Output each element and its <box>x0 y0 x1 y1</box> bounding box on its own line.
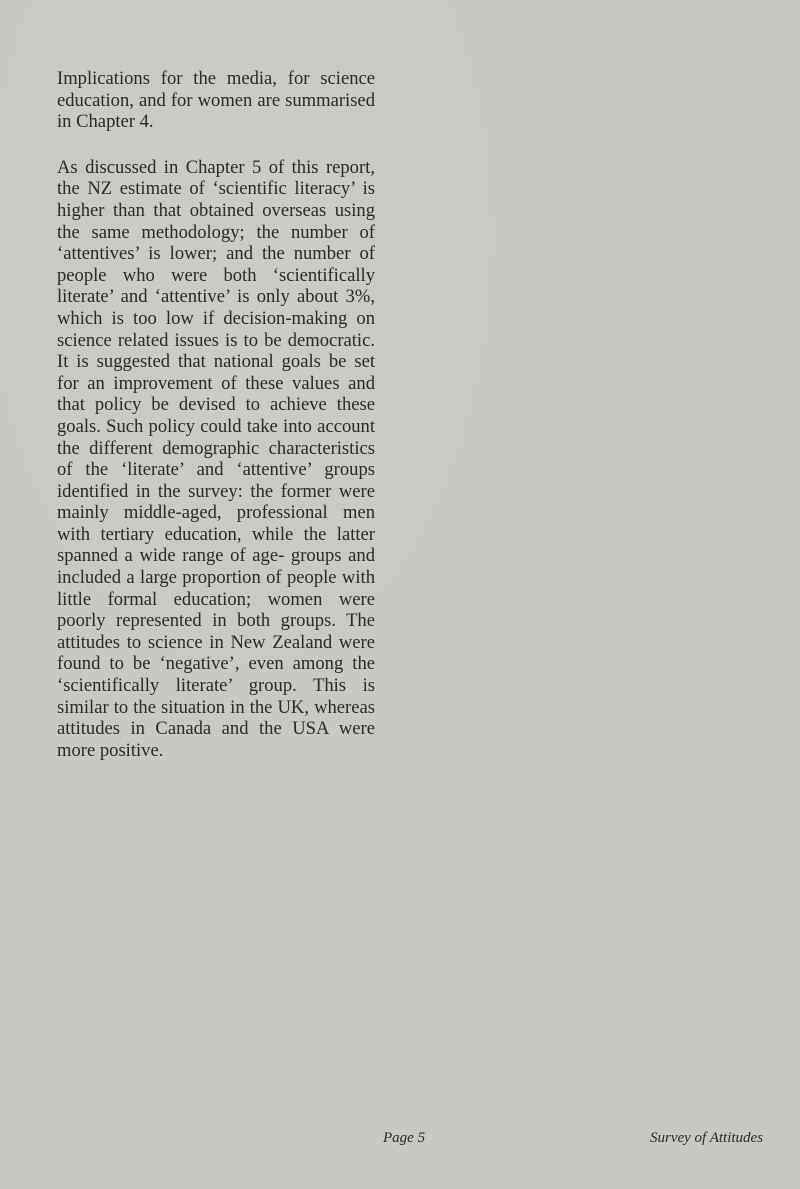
running-footer-title: Survey of Attitudes <box>650 1130 764 1146</box>
text-column <box>57 68 375 761</box>
paragraph-discussion: As discussed in Chapter 5 of this report, the NZ estimate of ‘scientific literacy’ is higher than that obtained overseas using the same methodology; the number of ‘attentives’ is lower; and the number of people who were both ‘scientifically literate’ and ‘attentive’ is only about 3%, which is too low if decision-making on science related issues is to be democratic. It is suggested that national goals be set for an improvement of these values and that policy be devised to achieve these goals. Such policy could take into account the different demographic characteristics of the ‘literate’ and ‘attentive’ groups identified in the survey: the former were mainly middle-aged, professional men with tertiary education, while the latter spanned a wide range of age- groups and included a large proportion of people with little formal education; women were poorly represented in both groups. The attitudes to science in New Zealand were found to be ‘negative’, even among the ‘scientifically literate’ group. This is similar to the situation in the UK, whereas attitudes in Canada and the USA were more positive. <box>57 156 375 761</box>
paragraph-implications: Implications for the media, for science education, and for women are summarised in Chapter 4. <box>57 68 375 133</box>
page-number: Page 5 <box>383 1130 426 1146</box>
